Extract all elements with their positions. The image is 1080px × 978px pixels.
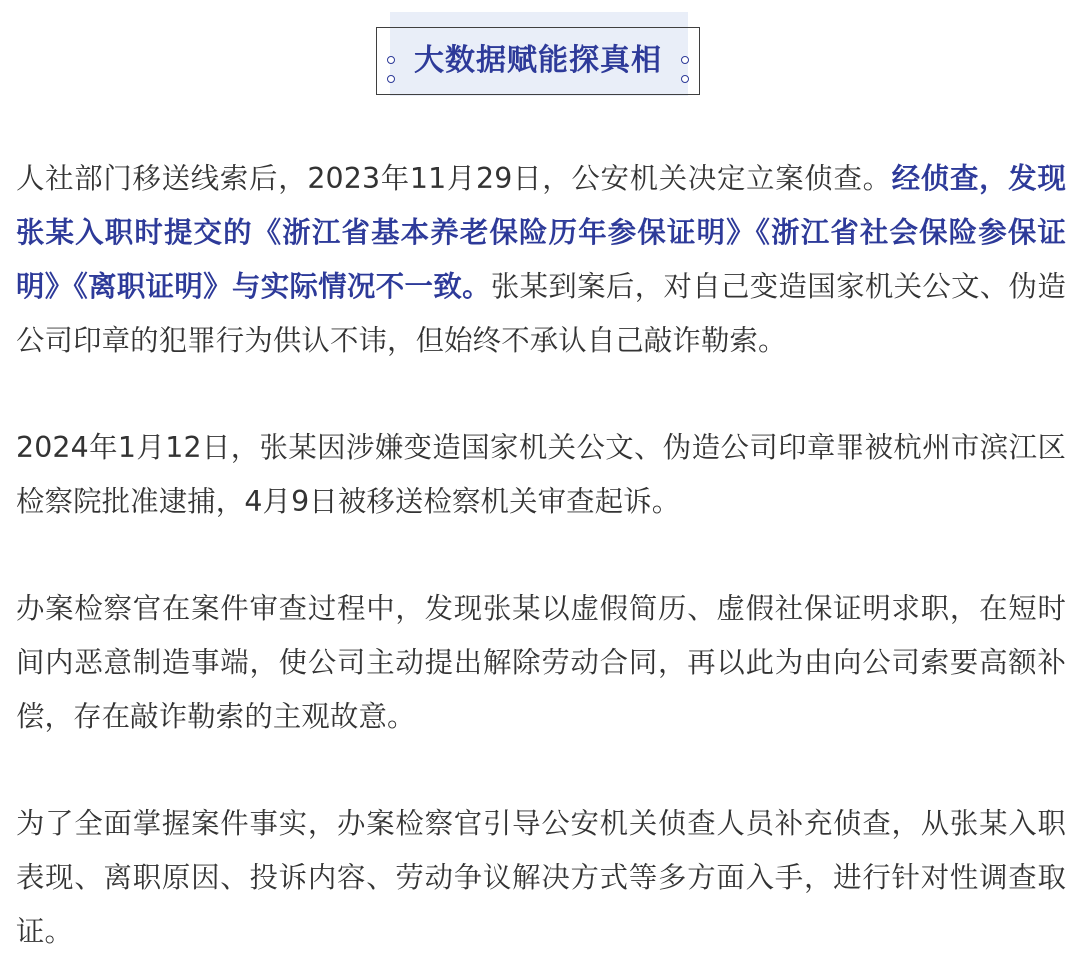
highlighted-finding: 经侦查，发现张某入职时提交的《浙江省基本养老保险历年参保证明》《浙江省社会保险参保证明》《离职证明》与实际情况不一致。: [16, 162, 1066, 303]
section-title: 大数据赋能探真相: [414, 43, 662, 78]
paragraph-arrest: 2024年1月12日，张某因涉嫌变造国家机关公文、伪造公司印章罪被杭州市滨江区检察院批准逮捕，4月9日被移送检察机关审查起诉。: [16, 431, 1066, 518]
section-title-badge: [376, 12, 702, 96]
paragraph-lead-text: 人社部门移送线索后，2023年11月29日，公安机关决定立案侦查。: [16, 162, 892, 195]
paragraph-review: 办案检察官在案件审查过程中，发现张某以虚假简历、虚假社保证明求职，在短时间内恶意制造事端，使公司主动提出解除劳动合同，再以此为由向公司索要高额补偿，存在敲诈勒索的主观故意。: [16, 592, 1066, 733]
paragraph-evidence: 为了全面掌握案件事实，办案检察官引导公安机关侦查人员补充侦查，从张某入职表现、离职原因、投诉内容、劳动争议解决方式等多方面入手，进行针对性调查取证。: [16, 807, 1066, 948]
paragraph-tail-text: 张某到案后，对自己变造国家机关公文、伪造公司印章的犯罪行为供认不讳，但始终不承认自己敲诈勒索。: [16, 270, 1066, 357]
paragraph-investigation: [16, 152, 1066, 368]
article-body: [16, 152, 1066, 959]
